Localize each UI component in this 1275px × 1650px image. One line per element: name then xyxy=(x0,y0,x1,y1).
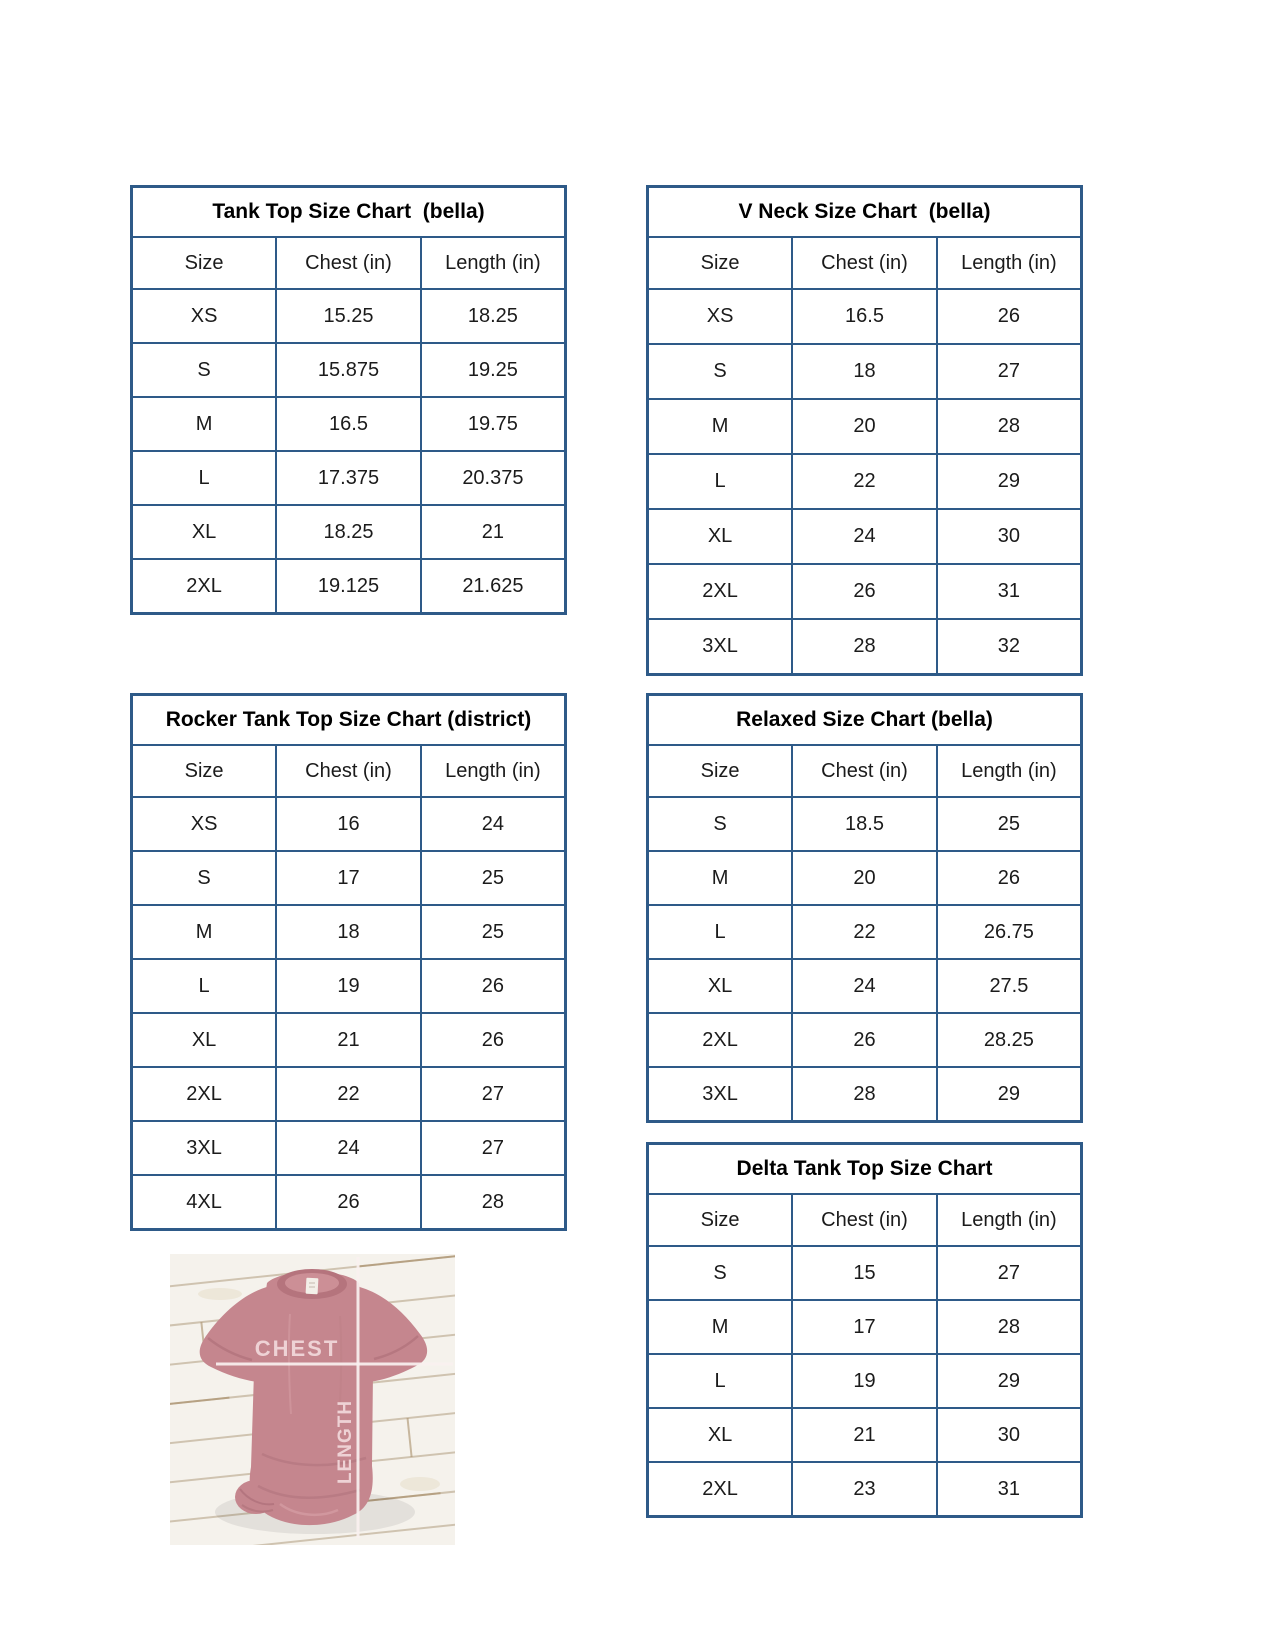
delta-cell-2-1: 19 xyxy=(792,1354,937,1408)
relaxed-cell-2-1: 22 xyxy=(792,905,937,959)
delta-header-1: Chest (in) xyxy=(792,1194,937,1246)
v_neck-cell-2-2: 28 xyxy=(937,399,1082,454)
v_neck-cell-3-1: 22 xyxy=(792,454,937,509)
tank_top-cell-1-2: 19.25 xyxy=(421,343,566,397)
v_neck-cell-2-0: M xyxy=(648,399,793,454)
chest-label: CHEST xyxy=(254,1336,340,1361)
delta-tank-top-size-chart-table xyxy=(646,1142,1083,1518)
v_neck-header-1: Chest (in) xyxy=(792,237,937,289)
rocker-cell-3-0: L xyxy=(132,959,277,1013)
delta-cell-4-1: 23 xyxy=(792,1462,937,1517)
relaxed-cell-2-0: L xyxy=(648,905,793,959)
rocker-cell-6-0: 3XL xyxy=(132,1121,277,1175)
relaxed-row-M xyxy=(648,851,1082,905)
rocker-cell-0-2: 24 xyxy=(421,797,566,851)
v_neck-cell-6-2: 32 xyxy=(937,619,1082,675)
rocker-cell-6-1: 24 xyxy=(276,1121,421,1175)
tank_top-cell-3-2: 20.375 xyxy=(421,451,566,505)
tank_top-cell-1-1: 15.875 xyxy=(276,343,421,397)
rocker-cell-1-2: 25 xyxy=(421,851,566,905)
tank_top-cell-1-0: S xyxy=(132,343,277,397)
rocker-cell-6-2: 27 xyxy=(421,1121,566,1175)
delta-cell-0-0: S xyxy=(648,1246,793,1300)
v_neck-header-0: Size xyxy=(648,237,793,289)
tank_top-cell-0-2: 18.25 xyxy=(421,289,566,343)
relaxed-cell-5-2: 29 xyxy=(937,1067,1082,1122)
rocker-cell-3-2: 26 xyxy=(421,959,566,1013)
rocker-cell-1-1: 17 xyxy=(276,851,421,905)
delta-title: Delta Tank Top Size Chart xyxy=(648,1144,1082,1195)
v_neck-cell-0-2: 26 xyxy=(937,289,1082,344)
delta-cell-3-0: XL xyxy=(648,1408,793,1462)
delta-cell-1-0: M xyxy=(648,1300,793,1354)
v_neck-row-M xyxy=(648,399,1082,454)
tank_top-cell-0-1: 15.25 xyxy=(276,289,421,343)
rocker-cell-4-2: 26 xyxy=(421,1013,566,1067)
v_neck-row-XL xyxy=(648,509,1082,564)
tank_top-cell-3-0: L xyxy=(132,451,277,505)
v-neck-size-chart-table xyxy=(646,185,1083,676)
rocker-row-3XL xyxy=(132,1121,566,1175)
relaxed-row-2XL xyxy=(648,1013,1082,1067)
rocker-row-S xyxy=(132,851,566,905)
v_neck-cell-4-1: 24 xyxy=(792,509,937,564)
tank_top-cell-2-0: M xyxy=(132,397,277,451)
rocker-cell-1-0: S xyxy=(132,851,277,905)
shirt-measurement-photo xyxy=(170,1254,455,1545)
rocker-row-L xyxy=(132,959,566,1013)
v_neck-cell-5-1: 26 xyxy=(792,564,937,619)
tank_top-row-L xyxy=(132,451,566,505)
v_neck-cell-6-0: 3XL xyxy=(648,619,793,675)
v_neck-row-3XL xyxy=(648,619,1082,675)
rocker-row-XS xyxy=(132,797,566,851)
relaxed-cell-4-1: 26 xyxy=(792,1013,937,1067)
relaxed-row-3XL xyxy=(648,1067,1082,1122)
delta-cell-0-1: 15 xyxy=(792,1246,937,1300)
relaxed-row-S xyxy=(648,797,1082,851)
relaxed-cell-4-0: 2XL xyxy=(648,1013,793,1067)
rocker-row-4XL xyxy=(132,1175,566,1230)
relaxed-cell-1-0: M xyxy=(648,851,793,905)
v_neck-header-2: Length (in) xyxy=(937,237,1082,289)
v_neck-cell-0-0: XS xyxy=(648,289,793,344)
rocker-title: Rocker Tank Top Size Chart (district) xyxy=(132,695,566,746)
length-label: LENGTH xyxy=(335,1399,356,1485)
tank_top-cell-2-1: 16.5 xyxy=(276,397,421,451)
v_neck-row-XS xyxy=(648,289,1082,344)
rocker-header-0: Size xyxy=(132,745,277,797)
relaxed-header-2: Length (in) xyxy=(937,745,1082,797)
rocker-cell-7-0: 4XL xyxy=(132,1175,277,1230)
v_neck-cell-4-0: XL xyxy=(648,509,793,564)
tank_top-header-1: Chest (in) xyxy=(276,237,421,289)
collar-tag xyxy=(306,1278,319,1295)
rocker-cell-4-0: XL xyxy=(132,1013,277,1067)
relaxed-cell-4-2: 28.25 xyxy=(937,1013,1082,1067)
relaxed-row-L xyxy=(648,905,1082,959)
tank_top-cell-5-0: 2XL xyxy=(132,559,277,614)
tank_top-cell-0-0: XS xyxy=(132,289,277,343)
relaxed-header-row xyxy=(648,745,1082,797)
relaxed-size-chart-table xyxy=(646,693,1083,1123)
v_neck-cell-5-2: 31 xyxy=(937,564,1082,619)
rocker-header-2: Length (in) xyxy=(421,745,566,797)
v_neck-cell-1-1: 18 xyxy=(792,344,937,399)
v_neck-cell-6-1: 28 xyxy=(792,619,937,675)
relaxed-cell-1-2: 26 xyxy=(937,851,1082,905)
v_neck-row-S xyxy=(648,344,1082,399)
rocker-cell-7-2: 28 xyxy=(421,1175,566,1230)
v_neck-cell-5-0: 2XL xyxy=(648,564,793,619)
delta-row-M xyxy=(648,1300,1082,1354)
delta-cell-4-0: 2XL xyxy=(648,1462,793,1517)
tank_top-title: Tank Top Size Chart (bella) xyxy=(132,187,566,238)
rocker-row-2XL xyxy=(132,1067,566,1121)
rocker-cell-5-1: 22 xyxy=(276,1067,421,1121)
tank_top-cell-2-2: 19.75 xyxy=(421,397,566,451)
rocker-cell-2-0: M xyxy=(132,905,277,959)
relaxed-cell-5-1: 28 xyxy=(792,1067,937,1122)
rocker-tank-top-size-chart-table xyxy=(130,693,567,1231)
tank_top-row-XS xyxy=(132,289,566,343)
tank_top-row-2XL xyxy=(132,559,566,614)
tank_top-cell-4-1: 18.25 xyxy=(276,505,421,559)
relaxed-header-0: Size xyxy=(648,745,793,797)
relaxed-cell-0-0: S xyxy=(648,797,793,851)
delta-cell-4-2: 31 xyxy=(937,1462,1082,1517)
relaxed-row-XL xyxy=(648,959,1082,1013)
delta-row-XL xyxy=(648,1408,1082,1462)
v_neck-cell-1-2: 27 xyxy=(937,344,1082,399)
relaxed-cell-0-1: 18.5 xyxy=(792,797,937,851)
tank_top-row-S xyxy=(132,343,566,397)
v_neck-cell-0-1: 16.5 xyxy=(792,289,937,344)
delta-cell-0-2: 27 xyxy=(937,1246,1082,1300)
rocker-row-M xyxy=(132,905,566,959)
relaxed-cell-5-0: 3XL xyxy=(648,1067,793,1122)
relaxed-cell-3-2: 27.5 xyxy=(937,959,1082,1013)
delta-header-row xyxy=(648,1194,1082,1246)
shirt-knot xyxy=(235,1480,277,1514)
delta-row-2XL xyxy=(648,1462,1082,1517)
tank_top-row-M xyxy=(132,397,566,451)
shirt-photo-graphic xyxy=(170,1254,455,1545)
rocker-cell-5-2: 27 xyxy=(421,1067,566,1121)
tank_top-cell-4-2: 21 xyxy=(421,505,566,559)
v_neck-title: V Neck Size Chart (bella) xyxy=(648,187,1082,238)
delta-header-2: Length (in) xyxy=(937,1194,1082,1246)
relaxed-title: Relaxed Size Chart (bella) xyxy=(648,695,1082,746)
rocker-cell-5-0: 2XL xyxy=(132,1067,277,1121)
rocker-header-row xyxy=(132,745,566,797)
delta-cell-2-2: 29 xyxy=(937,1354,1082,1408)
delta-header-0: Size xyxy=(648,1194,793,1246)
v_neck-row-2XL xyxy=(648,564,1082,619)
delta-cell-3-1: 21 xyxy=(792,1408,937,1462)
delta-row-L xyxy=(648,1354,1082,1408)
tank-top-size-chart-table xyxy=(130,185,567,615)
tank_top-row-XL xyxy=(132,505,566,559)
relaxed-cell-3-0: XL xyxy=(648,959,793,1013)
rocker-cell-3-1: 19 xyxy=(276,959,421,1013)
rocker-cell-0-0: XS xyxy=(132,797,277,851)
tank_top-cell-3-1: 17.375 xyxy=(276,451,421,505)
v_neck-cell-2-1: 20 xyxy=(792,399,937,454)
tank_top-header-0: Size xyxy=(132,237,277,289)
tank_top-header-2: Length (in) xyxy=(421,237,566,289)
tank_top-cell-5-1: 19.125 xyxy=(276,559,421,614)
relaxed-header-1: Chest (in) xyxy=(792,745,937,797)
rocker-row-XL xyxy=(132,1013,566,1067)
rocker-cell-4-1: 21 xyxy=(276,1013,421,1067)
delta-row-S xyxy=(648,1246,1082,1300)
relaxed-cell-0-2: 25 xyxy=(937,797,1082,851)
rocker-cell-2-2: 25 xyxy=(421,905,566,959)
delta-cell-2-0: L xyxy=(648,1354,793,1408)
v_neck-cell-3-2: 29 xyxy=(937,454,1082,509)
rocker-cell-0-1: 16 xyxy=(276,797,421,851)
v_neck-header-row xyxy=(648,237,1082,289)
wood-patina xyxy=(198,1288,242,1300)
tank_top-cell-5-2: 21.625 xyxy=(421,559,566,614)
rocker-cell-7-1: 26 xyxy=(276,1175,421,1230)
relaxed-cell-3-1: 24 xyxy=(792,959,937,1013)
delta-cell-1-1: 17 xyxy=(792,1300,937,1354)
v_neck-row-L xyxy=(648,454,1082,509)
wood-patina xyxy=(400,1477,440,1491)
v_neck-cell-3-0: L xyxy=(648,454,793,509)
v_neck-cell-4-2: 30 xyxy=(937,509,1082,564)
rocker-header-1: Chest (in) xyxy=(276,745,421,797)
relaxed-cell-2-2: 26.75 xyxy=(937,905,1082,959)
v_neck-cell-1-0: S xyxy=(648,344,793,399)
delta-cell-1-2: 28 xyxy=(937,1300,1082,1354)
rocker-cell-2-1: 18 xyxy=(276,905,421,959)
relaxed-cell-1-1: 20 xyxy=(792,851,937,905)
delta-cell-3-2: 30 xyxy=(937,1408,1082,1462)
tank_top-cell-4-0: XL xyxy=(132,505,277,559)
tank_top-header-row xyxy=(132,237,566,289)
